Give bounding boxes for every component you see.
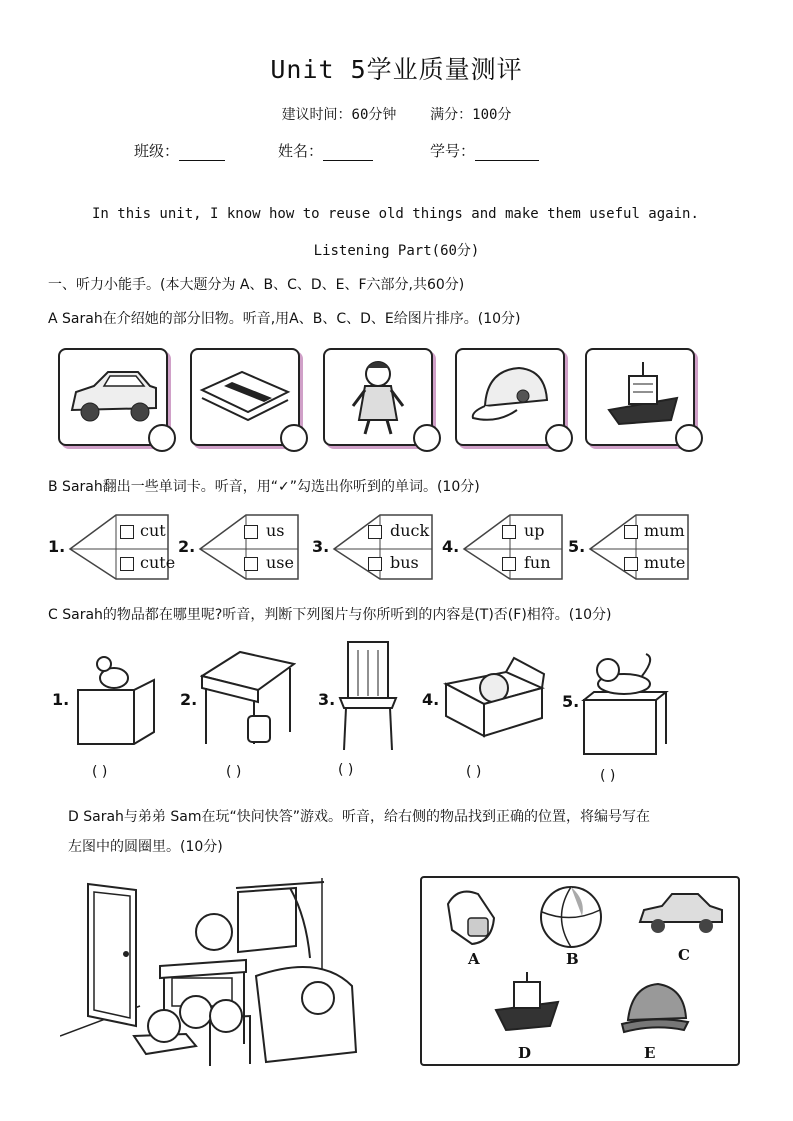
paper-plane-icon: [462, 513, 566, 583]
picture-card-ship: [585, 348, 695, 446]
toy-car-icon: [636, 888, 726, 938]
order-circle-1[interactable]: [148, 424, 176, 452]
part-title: Listening Part(60分): [313, 243, 480, 259]
ball-in-box-icon: [440, 654, 546, 738]
card-number: 2.: [178, 537, 196, 556]
checkbox-bottom[interactable]: [502, 557, 516, 571]
option-label-a: A: [468, 950, 480, 968]
word-bottom: mute: [644, 553, 686, 572]
option-label-e: E: [644, 1044, 656, 1062]
word-bottom: bus: [390, 553, 419, 572]
name-label: 姓名：: [278, 142, 324, 160]
number-field: [430, 140, 539, 161]
class-field: [134, 140, 225, 161]
card-number: 5.: [568, 537, 586, 556]
order-circle-2[interactable]: [280, 424, 308, 452]
picture-card-car: [58, 348, 168, 446]
exam-meta: 建议时间：60分钟 满分：100分: [281, 107, 512, 123]
order-circle-5[interactable]: [675, 424, 703, 452]
checkbox-top[interactable]: [502, 525, 516, 539]
checkbox-bottom[interactable]: [120, 557, 134, 571]
checkbox-top[interactable]: [368, 525, 382, 539]
word-top: us: [266, 521, 285, 540]
bedroom-scene-icon: [60, 876, 360, 1074]
answer-paren-4[interactable]: ( ): [466, 764, 482, 780]
part-a-instruction: A Sarah在介绍她的部分旧物。听音,用A、B、C、D、E给图片排序。(10分): [48, 311, 521, 327]
answer-paren-1[interactable]: ( ): [92, 764, 108, 780]
desk-bag-icon: [200, 646, 296, 746]
part-d-instruction-line2: 左图中的圆圈里。(10分): [68, 839, 223, 855]
answer-paren-5[interactable]: ( ): [600, 768, 616, 784]
name-field: [278, 140, 373, 161]
intro-text: In this unit, I know how to reuse old things and make them useful again.: [92, 206, 699, 222]
class-label: 班级：: [134, 142, 180, 160]
section-heading: 一、听力小能手。(本大题分为 A、B、C、D、E、F六部分,共60分): [48, 277, 465, 293]
item-number: 3.: [318, 690, 336, 709]
part-d-instruction: D Sarah与弟弟 Sam在玩“快问快答”游戏。听音，给右侧的物品找到正确的位置，将编号写在: [68, 809, 650, 825]
order-circle-3[interactable]: [413, 424, 441, 452]
card-number: 1.: [48, 537, 66, 556]
number-label: 学号：: [430, 142, 476, 160]
part-b-instruction: B Sarah翻出一些单词卡。听音，用“✓”勾选出你听到的单词。(10分): [48, 479, 480, 495]
checkbox-top[interactable]: [244, 525, 258, 539]
option-label-c: C: [678, 946, 690, 964]
word-top: duck: [390, 521, 430, 540]
answer-paren-2[interactable]: ( ): [226, 764, 242, 780]
chair-icon: [336, 640, 400, 752]
picture-card-cap: [455, 348, 565, 446]
card-number: 3.: [312, 537, 330, 556]
checkbox-top[interactable]: [120, 525, 134, 539]
item-number: 4.: [422, 690, 440, 709]
toy-cap-icon: [614, 980, 694, 1040]
order-circle-4[interactable]: [545, 424, 573, 452]
item-number: 5.: [562, 692, 580, 711]
item-number: 1.: [52, 690, 70, 709]
word-top: up: [524, 521, 545, 540]
bird-on-box-icon: [74, 650, 158, 746]
class-blank[interactable]: [179, 145, 225, 161]
checkbox-bottom[interactable]: [368, 557, 382, 571]
checkbox-bottom[interactable]: [244, 557, 258, 571]
word-bottom: fun: [524, 553, 551, 572]
word-bottom: use: [266, 553, 294, 572]
checkbox-bottom[interactable]: [624, 557, 638, 571]
part-c-instruction: C Sarah的物品都在哪里呢?听音，判断下列图片与你所听到的内容是(T)否(F)相符。(10分): [48, 607, 612, 623]
word-top: cut: [140, 521, 166, 540]
ball-icon: [538, 884, 604, 950]
dog-on-box-icon: [580, 648, 672, 756]
page-title: Unit 5学业质量测评: [270, 55, 523, 84]
options-panel: [420, 876, 740, 1066]
name-blank[interactable]: [323, 145, 373, 161]
card-number: 4.: [442, 537, 460, 556]
toy-ship-icon: [492, 970, 562, 1036]
word-bottom: cute: [140, 553, 176, 572]
option-label-d: D: [518, 1044, 532, 1062]
backpack-icon: [438, 884, 502, 950]
answer-paren-3[interactable]: ( ): [338, 762, 354, 778]
paper-plane-icon: [198, 513, 302, 583]
picture-card-doll: [323, 348, 433, 446]
checkbox-top[interactable]: [624, 525, 638, 539]
number-blank[interactable]: [475, 145, 539, 161]
item-number: 2.: [180, 690, 198, 709]
word-top: mum: [644, 521, 685, 540]
option-label-b: B: [566, 950, 579, 968]
picture-card-newspaper: [190, 348, 300, 446]
